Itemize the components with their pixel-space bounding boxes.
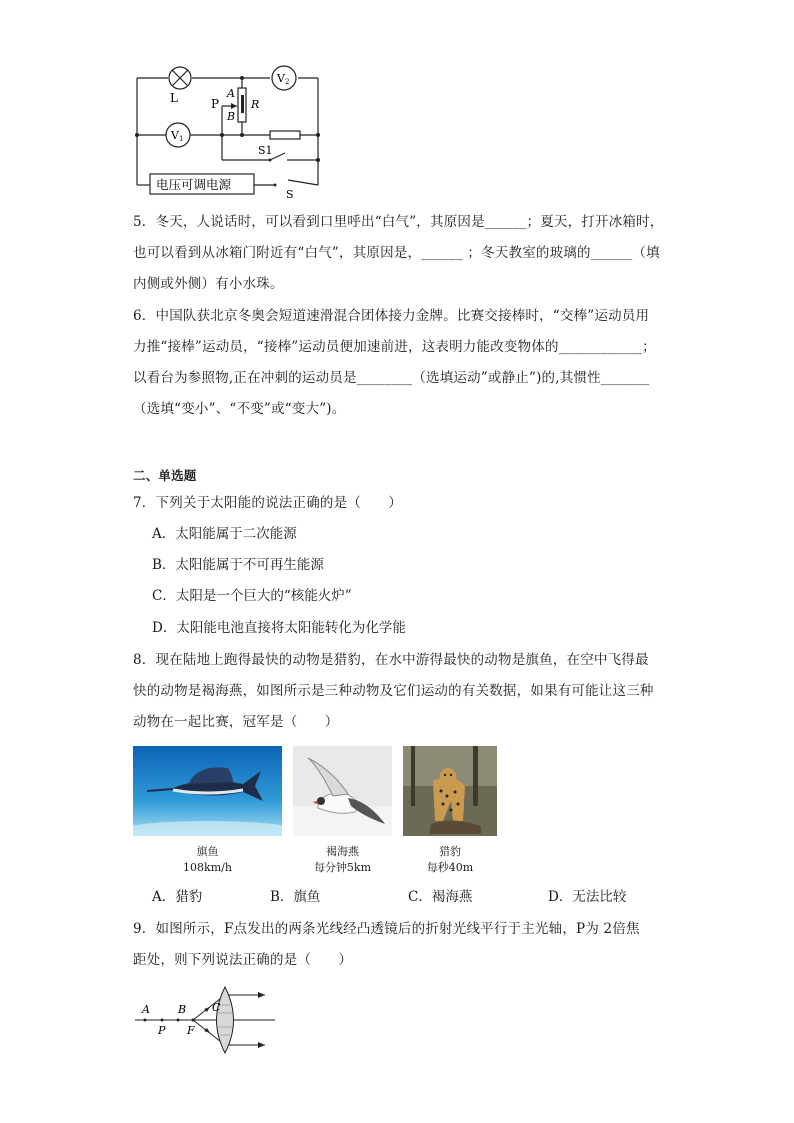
q6-line3: 以看台为参照物,正在冲刺的运动员是________（选填运动”或静止”)的,其惯性_______ xyxy=(133,370,650,386)
a-label: A xyxy=(227,87,235,100)
lens-label-f: F xyxy=(187,1024,195,1037)
lens-diagram xyxy=(130,985,290,1065)
lens-label-c: C xyxy=(212,1001,221,1014)
animal-data-cheetah: 每秒40m xyxy=(426,861,474,874)
animal-data-sailfish: 108km/h xyxy=(183,861,232,874)
voltmeter-v2-icon xyxy=(272,66,296,90)
q9-line2: 距处，则下列说法正确的是（ ） xyxy=(133,952,353,968)
svg-text:V: V xyxy=(171,129,179,142)
svg-text:V: V xyxy=(277,72,285,85)
b-label: B xyxy=(227,110,236,123)
q8-choice-a: A．猎豹 xyxy=(152,889,203,905)
q8-line3: 动物在一起比赛，冠军是（ ） xyxy=(133,714,339,730)
cheetah-image xyxy=(403,746,497,836)
q5-line3: 内侧或外侧）有小水珠。 xyxy=(133,276,284,292)
animal-name-cheetah: 猎豹 xyxy=(439,845,461,858)
q5-line2: 也可以看到从冰箱门附近有“白气”，其原因是，______ ；冬天教室的玻璃的______（填 xyxy=(133,245,660,261)
q7-option-d: D．太阳能电池直接将太阳能转化为化学能 xyxy=(152,620,406,636)
q7-option-c: C．太阳是一个巨大的“核能火炉” xyxy=(152,588,352,604)
lamp-label: L xyxy=(170,91,178,105)
source-label: 电压可调电源 xyxy=(156,177,232,192)
q7-option-b: B．太阳能属于不可再生能源 xyxy=(152,557,324,573)
convex-lens-icon xyxy=(217,987,234,1053)
q8-line1: 8．现在陆地上跑得最快的动物是猎豹，在水中游得最快的动物是旗鱼，在空中飞得最 xyxy=(133,652,649,668)
q8-choice-c: C．褐海燕 xyxy=(408,889,473,905)
lens-label-p: P xyxy=(158,1024,166,1037)
circuit-diagram xyxy=(130,60,330,200)
q8-line2: 快的动物是褐海燕，如图所示是三种动物及它们运动的有关数据，如果有可能让这三种 xyxy=(133,683,654,699)
animal-data-petrel: 每分钟5km xyxy=(313,861,372,874)
animal-name-petrel: 褐海燕 xyxy=(326,845,359,858)
section-title: 二、单选题 xyxy=(133,468,197,483)
s-label: S xyxy=(286,188,294,200)
q8-choice-d: D．无法比较 xyxy=(548,889,627,905)
petrel-image xyxy=(293,746,392,836)
s1-label: S1 xyxy=(258,144,273,157)
q9-line1: 9．如图所示，F点发出的两条光线经凸透镜后的折射光线平行于主光轴，P为 2倍焦 xyxy=(133,921,640,937)
lens-label-a: A xyxy=(142,1003,150,1016)
animal-name-sailfish: 旗鱼 xyxy=(196,845,219,858)
q5-line1: 5．冬天，人说话时，可以看到口里呼出“白气”，其原因是______；夏天，打开冰箱时， xyxy=(133,214,664,230)
q6-line4: （选填“变小”、“不变”或“变大”)。 xyxy=(133,401,346,417)
q7-option-a: A．太阳能属于二次能源 xyxy=(152,526,297,542)
r-label: R xyxy=(251,98,260,111)
svg-text:2: 2 xyxy=(285,78,290,86)
lens-label-b: B xyxy=(178,1003,187,1016)
q6-line2: 力推“接棒”运动员，“接棒”运动员便加速前进，这表明力能改变物体的____________； xyxy=(133,339,656,355)
q8-choice-b: B．旗鱼 xyxy=(270,889,321,905)
voltmeter-v1-icon xyxy=(166,123,190,147)
sailfish-image xyxy=(133,746,282,836)
svg-text:1: 1 xyxy=(179,135,184,143)
q6-line1: 6．中国队获北京冬奥会短道速滑混合团体接力金牌。比赛交接棒时，“交棒”运动员用 xyxy=(133,308,650,324)
p-label: P xyxy=(211,97,220,111)
q7-stem: 7．下列关于太阳能的说法正确的是（ ） xyxy=(133,495,403,511)
lamp-icon xyxy=(169,67,191,89)
